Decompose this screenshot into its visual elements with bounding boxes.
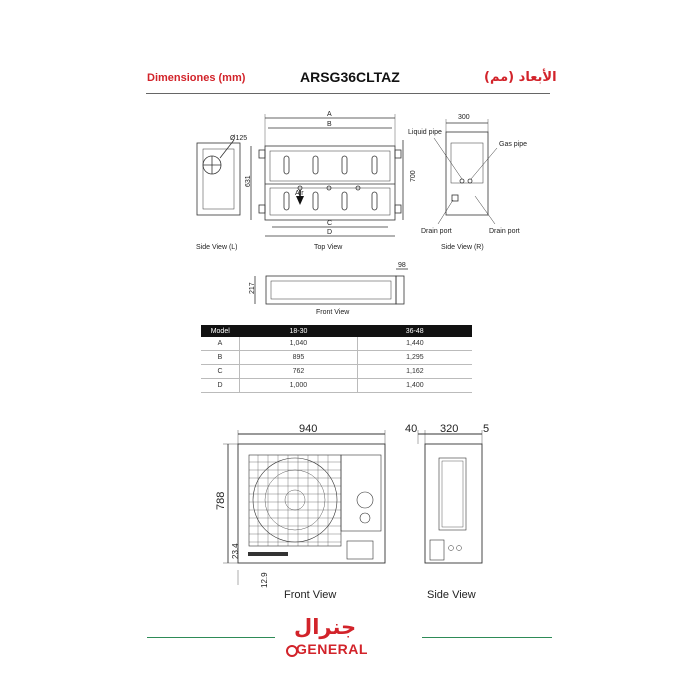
height-217-label: 217 bbox=[249, 282, 256, 294]
table-cell: 1,400 bbox=[357, 379, 472, 393]
table-header-cell: 18-30 bbox=[240, 325, 358, 337]
outdoor-width-940-label: 940 bbox=[299, 423, 318, 435]
air-arrow-icon bbox=[296, 196, 304, 205]
table-cell: D bbox=[201, 379, 240, 393]
table-cell: B bbox=[201, 351, 240, 365]
outdoor-height-788-label: 788 bbox=[215, 491, 227, 510]
table-row bbox=[201, 337, 472, 351]
outdoor-width-320-label: 320 bbox=[440, 423, 459, 435]
footer-line-left bbox=[147, 637, 275, 638]
table-row bbox=[201, 379, 472, 393]
dimensions-title-arabic: الأبعاد (مم) bbox=[484, 70, 557, 85]
footer-line-right bbox=[422, 637, 552, 638]
dim-a-label: A bbox=[327, 111, 332, 118]
table-row bbox=[201, 365, 472, 379]
outdoor-width-40-label: 40 bbox=[405, 423, 418, 435]
diameter-label: Ø125 bbox=[230, 135, 248, 142]
table-cell: 1,295 bbox=[357, 351, 472, 365]
table-cell: 1,162 bbox=[357, 365, 472, 379]
side-view-left-caption: Side View (L) bbox=[196, 244, 238, 251]
outdoor-height-12-9-label: 12.9 bbox=[260, 572, 269, 588]
outdoor-side-view-caption: Side View bbox=[427, 589, 476, 601]
drain-port-label-2: Drain port bbox=[489, 228, 520, 235]
brand-logo-arabic: جنرال bbox=[294, 615, 357, 639]
table-cell: 762 bbox=[240, 365, 358, 379]
model-number: ARSG36CLTAZ bbox=[300, 69, 400, 85]
outdoor-height-23-4-label: 23.4 bbox=[231, 543, 240, 559]
table-cell: 1,040 bbox=[240, 337, 358, 351]
dim-c-label: C bbox=[327, 220, 333, 227]
table-header-row bbox=[201, 325, 472, 337]
top-view-caption: Top View bbox=[314, 244, 343, 251]
liquid-pipe-label: Liquid pipe bbox=[408, 129, 442, 136]
outdoor-width-5-label: 5 bbox=[483, 423, 490, 435]
side-view-right-outline bbox=[446, 132, 488, 215]
dim-b-label: B bbox=[327, 121, 332, 128]
table-header-cell: Model bbox=[201, 325, 240, 337]
table-cell: C bbox=[201, 365, 240, 379]
brand-logo-english: GENERAL bbox=[296, 641, 368, 657]
dim-d-label: D bbox=[327, 229, 333, 236]
width-98-label: 98 bbox=[398, 262, 406, 269]
table-cell: 1,440 bbox=[357, 337, 472, 351]
indoor-front-view-outline bbox=[266, 276, 396, 304]
table-row bbox=[201, 351, 472, 365]
dimensions-title: Dimensiones (mm) bbox=[147, 72, 246, 84]
height-700-label: 700 bbox=[410, 170, 417, 182]
air-label: Air bbox=[295, 190, 304, 197]
table-cell: 1,000 bbox=[240, 379, 358, 393]
table-cell: A bbox=[201, 337, 240, 351]
outdoor-front-view-caption: Front View bbox=[284, 589, 337, 601]
gas-pipe-label: Gas pipe bbox=[499, 141, 528, 148]
drain-port-label-1: Drain port bbox=[421, 228, 452, 235]
side-view-right-caption: Side View (R) bbox=[441, 244, 484, 251]
height-631-label: 631 bbox=[245, 175, 252, 187]
dimension-table bbox=[201, 325, 472, 393]
table-header-cell: 36-48 bbox=[357, 325, 472, 337]
side-view-left-outline bbox=[197, 143, 240, 215]
indoor-front-view-caption: Front View bbox=[316, 309, 350, 316]
width-300-label: 300 bbox=[458, 114, 470, 121]
table-cell: 895 bbox=[240, 351, 358, 365]
